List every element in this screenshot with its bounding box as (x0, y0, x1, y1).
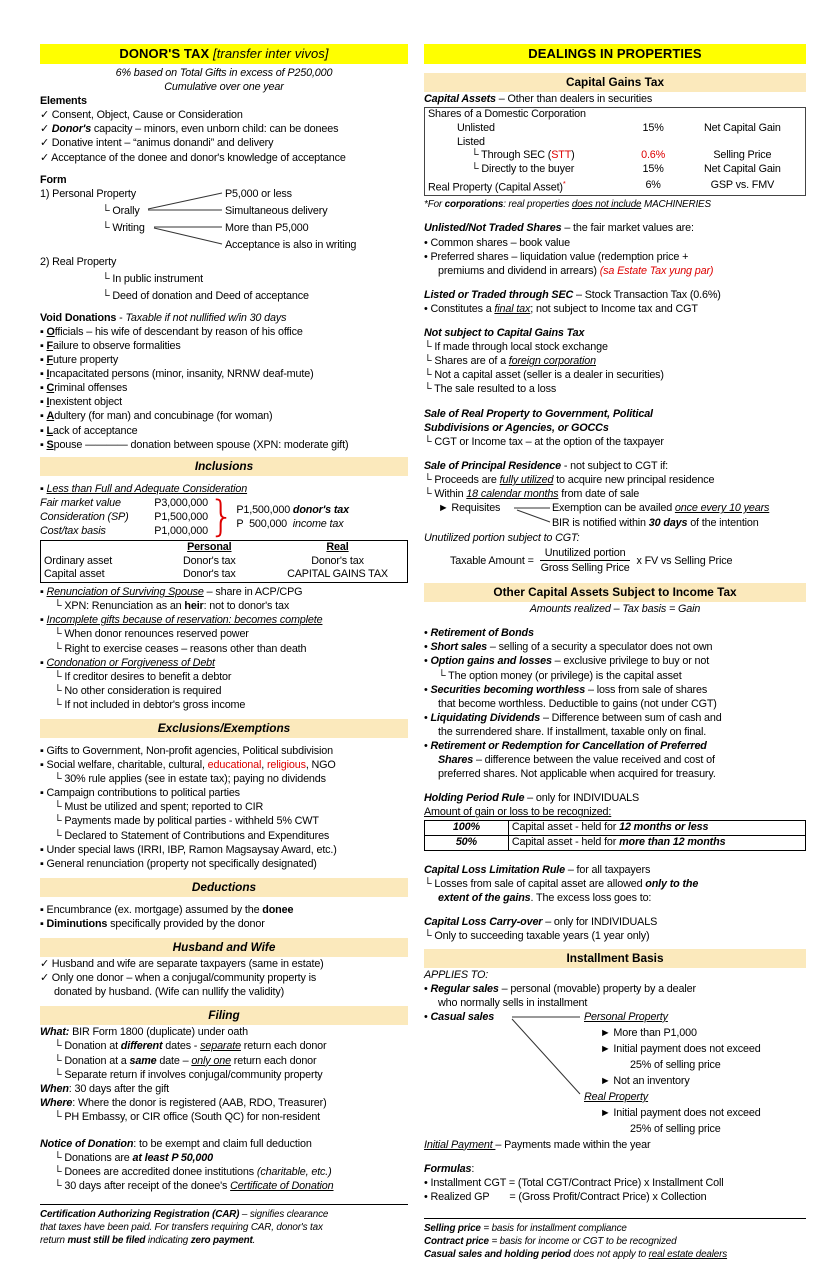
fraction-prefix: Taxable Amount = (450, 554, 534, 567)
diagram-label: Simultaneous delivery (225, 204, 328, 217)
text-line: Amount of gain or loss to be recognized: (424, 806, 612, 819)
text-line: Where: Where the donor is registered (AAB, RDO, Treasurer) (40, 1096, 327, 1109)
text-line: • Retirement of Bonds (424, 627, 534, 640)
text-line: Sale of Real Property to Government, Political (424, 407, 653, 420)
text-line: Capital Loss Limitation Rule – for all taxpayers (424, 864, 651, 877)
casual-sales-branch-diagram (424, 1010, 806, 1138)
text-line: ▪ Encumbrance (ex. mortgage) assumed by the donee (40, 903, 294, 916)
table-cell: Real (326, 540, 349, 553)
text-line: the surrendered share. If installment, taxable only on final. (438, 725, 707, 738)
table-cell: 50% (425, 836, 509, 851)
text-line: ▪ Failure to observe formalities (40, 339, 181, 352)
text-line: Form (40, 173, 67, 186)
deductions-header: Deductions (40, 878, 408, 897)
diagram-label: BIR is notified within 30 days of the intention (552, 517, 759, 530)
spacer (40, 712, 408, 719)
text-line: ✓ Only one donor – when a conjugal/community property is (40, 972, 317, 985)
table-cell: └ Through SEC (STT) (471, 149, 575, 162)
capital-gains-tax-header: Capital Gains Tax (424, 73, 806, 92)
table-row (425, 821, 806, 836)
text-line: └ Not a capital asset (seller is a dealer in securities) (424, 369, 664, 382)
text-line: └ 30% rule applies (see in estate tax); paying no dividends (54, 773, 326, 786)
table-cell: Net Capital Gain (703, 163, 781, 176)
table-cell: Selling Price (713, 149, 772, 162)
diagram-label: Personal Property (584, 1010, 668, 1023)
table-row (425, 177, 806, 196)
text-line: └ Losses from sale of capital asset are allowed only to the (424, 878, 699, 891)
table-cell: 15% (642, 121, 664, 134)
spacer (424, 905, 806, 915)
spacer (40, 1193, 408, 1202)
text-line: Sale of Principal Residence - not subject to CGT if: (424, 459, 669, 472)
spacer (424, 449, 806, 459)
holding-period-table (424, 820, 806, 851)
table-cell: Donor's tax (311, 554, 364, 567)
installment-basis-header: Installment Basis (424, 949, 806, 968)
text-line: Subdivisions or Agencies, or GOCCs (424, 421, 609, 434)
spacer (40, 931, 408, 938)
table-cell: Donor's tax (183, 568, 236, 581)
text-line: └ Declared to Statement of Contributions and Expenditures (54, 829, 330, 842)
diagram-label: ► Initial payment does not exceed (600, 1106, 761, 1119)
table-row (425, 136, 806, 150)
text-line: └ Donees are accredited donee institutions (charitable, etc.) (54, 1166, 332, 1179)
text-line: Capital Loss Carry-over – only for INDIVIDUALS (424, 916, 658, 929)
table-cell: 6% (645, 179, 661, 192)
text-line: Formulas: (424, 1162, 475, 1175)
spacer (424, 1204, 806, 1216)
filing-header: Filing (40, 1006, 408, 1025)
divider (424, 1218, 806, 1219)
text-line: └ If made through local stock exchange (424, 341, 608, 354)
text-line: └ Must be utilized and spent; reported to CIR (54, 801, 264, 814)
text-line: • Securities becoming worthless – loss from sale of shares (424, 683, 708, 696)
table-cell: Listed (457, 135, 485, 148)
text-line: Not subject to Capital Gains Tax (424, 327, 585, 340)
spacer (424, 66, 806, 73)
brace-amount: P1,500,000 (154, 510, 208, 523)
spacer (40, 1124, 408, 1137)
text-line: └ Within 18 calendar months from date of sale (424, 487, 640, 500)
table-row (425, 163, 806, 177)
brace-label: Fair market value (40, 496, 121, 509)
table-cell: Capital asset (44, 568, 105, 581)
fraction-suffix: x FV vs Selling Price (636, 554, 733, 567)
diagram-label: 2) Real Property (40, 255, 117, 268)
text-line: └ Right to exercise ceases – reasons other than death (54, 642, 307, 655)
table-row (425, 836, 806, 851)
capital-gains-tax-table (424, 107, 806, 196)
text-line: ✓ Donative intent – “animus donandi” and delivery (40, 137, 274, 150)
table-cell: CAPITAL GAINS TAX (287, 568, 388, 581)
diagram-label: 25% of selling price (630, 1058, 721, 1071)
text-line: ▪ Under special laws (IRRI, IBP, Ramon Magsaysay Award, etc.) (40, 843, 337, 856)
exclusions-header: Exclusions/Exemptions (40, 719, 408, 738)
text-line: ▪ Lack of acceptance (40, 424, 138, 437)
text-line: who normally sells in installment (438, 996, 588, 1009)
table-cell (41, 540, 151, 554)
spacer (424, 853, 806, 863)
brace-amount: P3,000,000 (154, 496, 208, 509)
text-line: ▪ Incapacitated persons (minor, insanity, NRNW deaf-mute) (40, 368, 314, 381)
consideration-brace-figure (40, 492, 408, 541)
table-cell: 15% (642, 163, 664, 176)
table-cell: └ Directly to the buyer (471, 163, 575, 176)
text-line: └ 30 days after receipt of the donee's Certificate of Donation (54, 1180, 334, 1193)
text-line: ✓ Consent, Object, Cause or Consideration (40, 109, 243, 122)
text-line: ▪ Campaign contributions to political parties (40, 787, 240, 800)
text-line: that become worthless. Deductible to gains (not under CGT) (438, 697, 717, 710)
spacer (424, 397, 806, 407)
text-line: ▪ Condonation or Forgiveness of Debt (40, 656, 215, 669)
table-cell: Shares of a Domestic Corporation (428, 108, 586, 121)
text-line: Unutilized portion subject to CGT: (424, 532, 580, 545)
text-line: • Preferred shares – liquidation value (redemption price + (424, 250, 689, 263)
table-row (425, 122, 806, 136)
text-line: Unlisted/Not Traded Shares – the fair market values are: (424, 222, 694, 235)
table-cell: 0.6% (641, 149, 666, 162)
text-line: Listed or Traded through SEC – Stock Transaction Tax (0.6%) (424, 288, 721, 301)
text-line: └ PH Embassy, or CIR office (South QC) for non-resident (54, 1110, 321, 1123)
right-column-dealings-in-properties (424, 44, 806, 1261)
text-line: Contract price = basis for income or CGT to be recognized (424, 1236, 677, 1248)
text-line: Shares – difference between the value received and cost of (438, 754, 715, 767)
table-row (41, 568, 408, 582)
text-line: Certification Authorizing Registration (CAR) – signifies clearance (40, 1209, 329, 1221)
text-line: Selling price = basis for installment compliance (424, 1223, 627, 1235)
table-cell: Real Property (Capital Asset)* (428, 179, 566, 194)
table-cell: GSP vs. FMV (710, 179, 775, 192)
table-row (425, 149, 806, 163)
text-line: └ Shares are of a foreign corporation (424, 355, 596, 368)
diagram-label: Real Property (584, 1090, 649, 1103)
text-line: └ XPN: Renunciation as an heir: not to donor's tax (54, 600, 290, 613)
fraction-denominator: Gross Selling Price (540, 562, 630, 575)
text-line: └ If creditor desires to benefit a debtor (54, 670, 232, 683)
brace-rows (40, 496, 208, 538)
text-line: ▪ Social welfare, charitable, cultural, educational, religious, NGO (40, 759, 336, 772)
diagram-label: 25% of selling price (630, 1122, 721, 1135)
text-line: └ CGT or Income tax – at the option of the taxpayer (424, 435, 664, 448)
diagram-label: └ Writing (102, 221, 145, 234)
text-line: premiums and dividend in arrears) (sa Estate Tax yung par) (438, 264, 714, 277)
table-cell: 100% (425, 821, 509, 836)
text-line: ▪ Adultery (for man) and concubinage (for woman) (40, 410, 273, 423)
brace-label: Cost/tax basis (40, 524, 106, 537)
diagram-label: More than P5,000 (225, 221, 309, 234)
brace-result-line: P 500,000 income tax (236, 517, 344, 530)
spacer (40, 165, 408, 173)
text-line: └ Proceeds are fully utilized to acquire new principal residence (424, 473, 715, 486)
spacer (424, 616, 806, 626)
spacer (424, 278, 806, 288)
text-line: └ If not included in debtor's gross income (54, 698, 246, 711)
text-line: ▪ Inexistent object (40, 396, 123, 409)
table-row (41, 540, 408, 554)
text-line: ✓ Acceptance of the donee and donor's knowledge of acceptance (40, 151, 346, 164)
text-line: ✓ Donor's capacity – minors, even unborn child: can be donees (40, 123, 339, 136)
text-line: • Option gains and losses – exclusive privilege to buy or not (424, 655, 710, 668)
text-line: └ Payments made by political parties - withheld 5% CWT (54, 815, 319, 828)
text-line: extent of the gains. The excess loss goes to: (438, 892, 652, 905)
text-line: • Regular sales – personal (movable) property by a dealer (424, 982, 696, 995)
diagram-label: ► More than P1,000 (600, 1026, 697, 1039)
spacer (40, 871, 408, 878)
donors-tax-header: DONOR'S TAX [transfer inter vivos] (40, 44, 408, 64)
text-line: that taxes have been paid. For transfers requiring CAR, donor's tax (40, 1222, 323, 1234)
brace-amount: P1,000,000 (154, 524, 208, 537)
text-line: ▪ General renunciation (property not specifically designated) (40, 857, 317, 870)
diagram-label: └ In public instrument (102, 272, 203, 285)
table-row (425, 108, 806, 122)
text-line: ▪ Diminutions specifically provided by the donor (40, 917, 265, 930)
text-line: └ Donation at a same date – only one return each donor (54, 1054, 317, 1067)
text-line: ▪ Gifts to Government, Non-profit agencies, Political subdivision (40, 745, 333, 758)
left-column-donors-tax (40, 44, 408, 1247)
text-line: • Retirement or Redemption for Cancellation of Preferred (424, 740, 707, 752)
table-cell: Capital asset - held for 12 months or less (508, 821, 805, 836)
inclusions-header: Inclusions (40, 457, 408, 476)
text-line: Casual sales and holding period does not apply to real estate dealers (424, 1249, 728, 1261)
diagram-label: ► Not an inventory (600, 1074, 690, 1087)
fraction-stack (540, 547, 631, 574)
brace-glyph: } (209, 492, 235, 541)
text-line: • Installment CGT = (Total CGT/Contract Price) x Installment Coll (424, 1177, 724, 1189)
text-line: return must still be filed indicating zero payment. (40, 1235, 256, 1247)
text-line: • Common shares – book value (424, 236, 571, 249)
text-line: └ Separate return if involves conjugal/community property (54, 1068, 323, 1081)
text-line: └ Donations are at least P 50,000 (54, 1152, 213, 1165)
text-line: • Short sales – selling of a security a speculator does not own (424, 641, 713, 654)
divider (40, 1204, 408, 1205)
spacer (424, 211, 806, 221)
text-line: Initial Payment – Payments made within the year (424, 1138, 651, 1151)
text-line: Capital Assets – Other than dealers in securities (424, 93, 653, 105)
brace-row (40, 524, 208, 538)
text-line: preferred shares. Not applicable when acquired for treasury. (438, 768, 716, 781)
dealings-header: DEALINGS IN PROPERTIES (424, 44, 806, 64)
text-line: └ No other consideration is required (54, 684, 222, 697)
requisites-branch-diagram (424, 501, 806, 531)
table-cell: Personal (187, 540, 232, 553)
diagram-label: └ Orally (102, 204, 140, 217)
brace-result-line: P1,500,000 donor's tax (236, 503, 350, 516)
diagram-label: ► Initial payment does not exceed (600, 1042, 761, 1055)
text-line: Holding Period Rule – only for INDIVIDUALS (424, 792, 640, 805)
diagram-label: Acceptance is also in writing (225, 238, 357, 251)
text-line: ▪ Spouse ———— donation between spouse (XPN: moderate gift) (40, 438, 349, 451)
table-row (41, 555, 408, 569)
spacer (424, 1152, 806, 1162)
text-line: Cumulative over one year (164, 81, 284, 94)
diagram-label: • Casual sales (424, 1010, 495, 1023)
text-line: ▪ Criminal offenses (40, 382, 128, 395)
husband-wife-header: Husband and Wife (40, 938, 408, 957)
text-line: └ The option money (or privilege) is the capital asset (438, 669, 682, 682)
diagram-label: Exemption can be availed once every 10 years (552, 502, 770, 515)
spacer (40, 999, 408, 1006)
personal-real-tax-table (40, 540, 408, 583)
text-line: 6% based on Total Gifts in excess of P250,000 (115, 67, 333, 79)
text-line: Notice of Donation: to be exempt and claim full deduction (40, 1137, 312, 1150)
text-line: ▪ Renunciation of Surviving Spouse – share in ACP/CPG (40, 586, 303, 599)
text-line: ▪ Less than Full and Adequate Consideration (40, 482, 248, 495)
diagram-label: 1) Personal Property (40, 187, 137, 200)
text-line: ▪ Incomplete gifts because of reservation: becomes complete (40, 614, 323, 627)
text-line: ▪ Future property (40, 354, 119, 367)
text-line: • Liquidating Dividends – Difference between sum of cash and (424, 711, 722, 724)
text-line: Void Donations - Taxable if not nullified w/in 30 days (40, 311, 287, 324)
table-cell: Donor's tax (183, 554, 236, 567)
text-line: ▪ Officials – his wife of descendant by reason of his office (40, 325, 303, 338)
text-line: • Realized GP = (Gross Profit/Contract Price) x Collection (424, 1191, 707, 1204)
table-cell: Net Capital Gain (703, 121, 781, 134)
fraction-numerator: Unutilized portion (540, 547, 631, 561)
text-line: • Constitutes a final tax; not subject to Income tax and CGT (424, 302, 698, 315)
text-line: donated by husband. (Wife can nullify the validity) (54, 986, 285, 999)
brace-row (40, 496, 208, 510)
table-cell: Unlisted (457, 121, 495, 134)
diagram-label: └ Deed of donation and Deed of acceptance (102, 289, 309, 302)
text-line: What: BIR Form 1800 (duplicate) under oath (40, 1026, 248, 1039)
other-capital-assets-header: Other Capital Assets Subject to Income Tax (424, 583, 806, 602)
text-line: └ When donor renounces reserved power (54, 628, 249, 641)
brace-row (40, 510, 208, 524)
spacer (424, 316, 806, 326)
brace-results (236, 503, 349, 531)
text-line: When: 30 days after the gift (40, 1082, 170, 1095)
text-line: Elements (40, 95, 87, 108)
table-cell: Capital asset - held for more than 12 months (508, 836, 805, 851)
text-line: ✓ Husband and wife are separate taxpayers (same in estate) (40, 958, 324, 971)
text-line: └ Donation at different dates - separate return each donor (54, 1040, 327, 1053)
form-branch-diagram (40, 187, 408, 305)
text-line: *For corporations: real properties does not include MACHINERIES (424, 199, 711, 211)
text-line: APPLIES TO: (424, 968, 489, 981)
diagram-label: P5,000 or less (225, 187, 292, 200)
text-line: Amounts realized – Tax basis = Gain (529, 603, 701, 616)
diagram-label: ► Requisites (438, 502, 501, 515)
text-line: └ The sale resulted to a loss (424, 383, 557, 396)
spacer (424, 781, 806, 791)
taxable-amount-formula (424, 547, 806, 574)
brace-label: Consideration (SP) (40, 510, 129, 523)
table-cell: Ordinary asset (44, 554, 113, 567)
text-line: └ Only to succeeding taxable years (1 year only) (424, 930, 650, 943)
